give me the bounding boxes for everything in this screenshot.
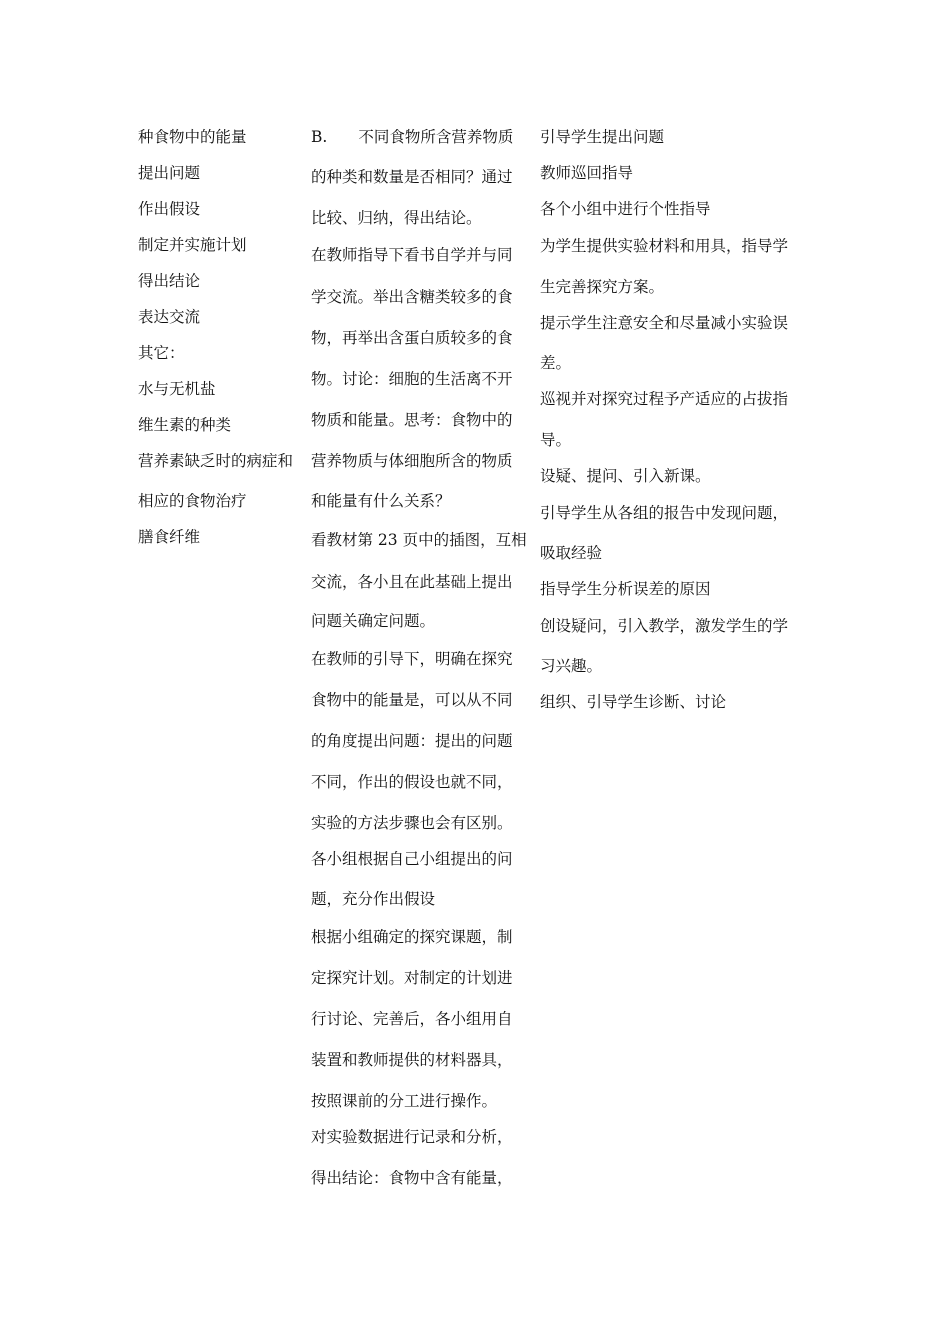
text-line: 各小组根据自己小组提出的问: [311, 850, 513, 868]
text-line: 物。讨论：细胞的生活离不开: [311, 370, 513, 388]
text-line: 得出结论：食物中含有能量，: [311, 1169, 513, 1187]
text-line: 巡视并对探究过程予产适应的占拔指: [540, 390, 789, 408]
text-line: 表达交流: [138, 308, 201, 326]
text-line: 制定并实施计划: [138, 236, 247, 254]
text-line: 的种类和数量是否相同？通过: [311, 168, 513, 186]
text-line: 定探究计划。对制定的计划进: [311, 969, 513, 987]
text-line: 物质和能量。思考：食物中的: [311, 411, 513, 429]
text-line: 按照课前的分工进行操作。: [311, 1092, 498, 1110]
text-line: 根据小组确定的探究课题，制: [311, 928, 513, 946]
text-line: 差。: [540, 354, 572, 372]
text-line: 实验的方法步骤也会有区别。: [311, 814, 513, 832]
text-line: 不同，作出的假设也就不同，: [311, 773, 513, 791]
text-line: 提示学生注意安全和尽量减小实验误: [540, 314, 789, 332]
text-line: 为学生提供实验材料和用具，指导学: [540, 237, 789, 255]
text-line: 其它：: [138, 344, 185, 362]
text-line: 提出问题: [138, 164, 201, 182]
text-line: 物，再举出含蛋白质较多的食: [311, 329, 513, 347]
text-line: 题，充分作出假设: [311, 890, 436, 908]
text-line: 比较、归纳，得出结论。: [311, 209, 482, 227]
text-line: 看教材第 23 页中的插图，互相: [311, 531, 527, 549]
text-line: 指导学生分析误差的原因: [540, 580, 711, 598]
text-line: 在教师的引导下，明确在探究: [311, 650, 513, 668]
text-line: 在教师指导下看书自学并与同: [311, 246, 513, 264]
text-line: 作出假设: [138, 200, 201, 218]
text-line: 生完善探究方案。: [540, 278, 665, 296]
text-line: 水与无机盐: [138, 380, 216, 398]
text-line: 引导学生提出问题: [540, 128, 665, 146]
text-line: 吸取经验: [540, 544, 603, 562]
text-line: 营养物质与体细胞所含的物质: [311, 452, 513, 470]
text-line: B. 不同食物所含营养物质: [311, 128, 514, 146]
text-line: 相应的食物治疗: [138, 492, 247, 510]
text-line: 导。: [540, 431, 572, 449]
text-line: 习兴趣。: [540, 657, 603, 675]
text-line: 装置和教师提供的材料器具，: [311, 1051, 513, 1069]
text-line: 引导学生从各组的报告中发现问题，: [540, 504, 789, 522]
text-line: 学交流。举出含糖类较多的食: [311, 288, 513, 306]
text-line: 设疑、提问、引入新课。: [540, 467, 711, 485]
text-line: 创设疑问，引入教学，激发学生的学: [540, 617, 789, 635]
text-line: 组织、引导学生诊断、讨论: [540, 693, 727, 711]
text-line: 营养素缺乏时的病症和: [138, 452, 294, 470]
text-line: 维生素的种类: [138, 416, 232, 434]
text-line: 得出结论: [138, 272, 201, 290]
text-line: 的角度提出问题：提出的问题: [311, 732, 513, 750]
text-line: 行讨论、完善后，各小组用自: [311, 1010, 513, 1028]
text-line: 问题关确定问题。: [311, 612, 436, 630]
text-line: 和能量有什么关系？: [311, 492, 451, 510]
text-line: 交流，各小且在此基础上提出: [311, 573, 513, 591]
text-line: 膳食纤维: [138, 528, 201, 546]
text-line: 对实验数据进行记录和分析，: [311, 1128, 513, 1146]
text-line: 种食物中的能量: [138, 128, 247, 146]
text-line: 教师巡回指导: [540, 164, 634, 182]
text-line: 食物中的能量是，可以从不同: [311, 691, 513, 709]
text-line: 各个小组中进行个性指导: [540, 200, 711, 218]
